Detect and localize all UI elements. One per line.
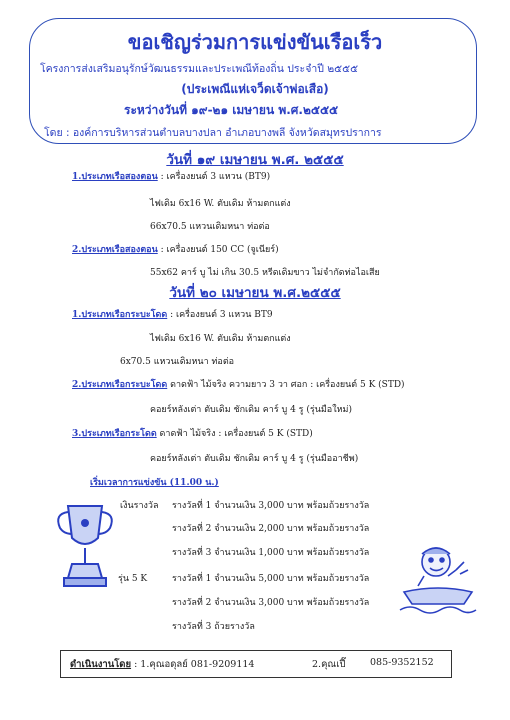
day2-category-2: 2.ประเภทเรือกระบะโดด ดาดฟ้า ไม้จริง ความยาว 3 วา ศอก : เครื่องยนต์ 5 K (STD) (72, 380, 405, 390)
footer-contacts: ดำเนินงานโดย : 1.คุณอดุลย์ 081-9209114 (70, 659, 255, 670)
money-label: เงินรางวัล (120, 501, 159, 511)
date-range: ระหว่างวันที่ ๑๙-๒๑ เมษายน พ.ศ.๒๕๕๕ (124, 103, 339, 117)
day2-heading: วันที่ ๒๐ เมษายน พ.ศ.๒๕๕๕ (169, 285, 341, 301)
prize-5k-row-1: รางวัลที่ 1 จำนวนเงิน 5,000 บาท พร้อมถ้วยรางวัล (172, 574, 370, 584)
day1-category-1: 1.ประเภทเรือสองตอน : เครื่องยนต์ 3 แหวน (BT9) (72, 172, 271, 182)
day2-cat3-detail-1: คอยร์หลังเต่า ตับเดิม ชักเดิม คาร์ บู 4 รู (รุ่นมืออาชีพ) (150, 454, 359, 464)
trophy-icon (50, 498, 120, 593)
category-label: 2.ประเภทเรือกระบะโดด (72, 380, 168, 390)
prize-row-1: รางวัลที่ 1 จำนวนเงิน 3,000 บาท พร้อมถ้วยรางวัล (172, 501, 370, 511)
footer-contact-2-phone: 085-9352152 (370, 657, 434, 668)
day2-cat1-detail-2: 6x70.5 แหวนเดิมหนา ท่อต่อ (120, 357, 235, 367)
day1-heading: วันที่ ๑๙ เมษายน พ.ศ. ๒๕๕๕ (166, 152, 344, 168)
prize-5k-row-2: รางวัลที่ 2 จำนวนเงิน 3,000 บาท พร้อมถ้วยรางวัล (172, 598, 370, 608)
day2-category-1: 1.ประเภทเรือกระบะโดด : เครื่องยนต์ 3 แหวน BT9 (72, 310, 273, 320)
day2-cat2-detail-1: คอยร์หลังเต่า ตับเดิม ชักเดิม คาร์ บู 4 รู (รุ่นมือใหม่) (150, 405, 352, 415)
category-label: 3.ประเภทเรือกระโดด (72, 429, 157, 439)
start-time: เริ่มเวลาการแข่งขัน (11.00 น.) (90, 478, 219, 488)
page-title: ขอเชิญร่วมการแข่งขันเรือเร็ว (127, 30, 383, 54)
cartoon-boat-racer-icon (398, 540, 478, 620)
project-line: โครงการส่งเสริมอนุรักษ์วัฒนธรรมและประเพณีท้องถิ่น ประจำปี ๒๕๕๕ (40, 63, 359, 75)
day1-cat1-detail-2: 66x70.5 แหวนเดิมหนา ท่อต่อ (150, 222, 270, 232)
day1-cat2-detail-1: 55x62 คาร์ บู ไม่ เกิน 30.5 หรีดเดิมขาว ไม่จำกัดท่อไอเสีย (150, 268, 380, 278)
day1-category-2: 2.ประเภทเรือสองตอน : เครื่องยนต์ 150 CC (จูเนียร์) (72, 245, 279, 255)
prize-5k-row-3: รางวัลที่ 3 ถ้วยรางวัล (172, 622, 255, 632)
class-label: รุ่น 5 K (118, 574, 148, 584)
day2-cat1-detail-1: ไฟเดิม 6x16 W. ตับเดิม ห้ามตกแต่ง (150, 334, 291, 344)
day1-cat1-detail-1: ไฟเดิม 6x16 W. ตับเดิม ห้ามตกแต่ง (150, 199, 291, 209)
prize-row-3: รางวัลที่ 3 จำนวนเงิน 1,000 บาท พร้อมถ้วยรางวัล (172, 548, 370, 558)
tradition-line: (ประเพณีแห่เจว็ดเจ้าพ่อเสือ) (181, 82, 329, 96)
category-label: 1.ประเภทเรือสองตอน (72, 172, 158, 182)
category-label: 2.ประเภทเรือสองตอน (72, 245, 158, 255)
footer-label: ดำเนินงานโดย (70, 659, 132, 670)
organizer-line: โดย : องค์การบริหารส่วนตำบลบางปลา อำเภอบางพลี จังหวัดสมุทรปราการ (44, 127, 382, 139)
day2-category-3: 3.ประเภทเรือกระโดด ดาดฟ้า ไม้จริง : เครื่องยนต์ 5 K (STD) (72, 429, 313, 439)
prize-row-2: รางวัลที่ 2 จำนวนเงิน 2,000 บาท พร้อมถ้วยรางวัล (172, 524, 370, 534)
footer-contact-2: 2.คุณเปี๊ (312, 659, 346, 670)
category-label: 1.ประเภทเรือกระบะโดด (72, 310, 168, 320)
